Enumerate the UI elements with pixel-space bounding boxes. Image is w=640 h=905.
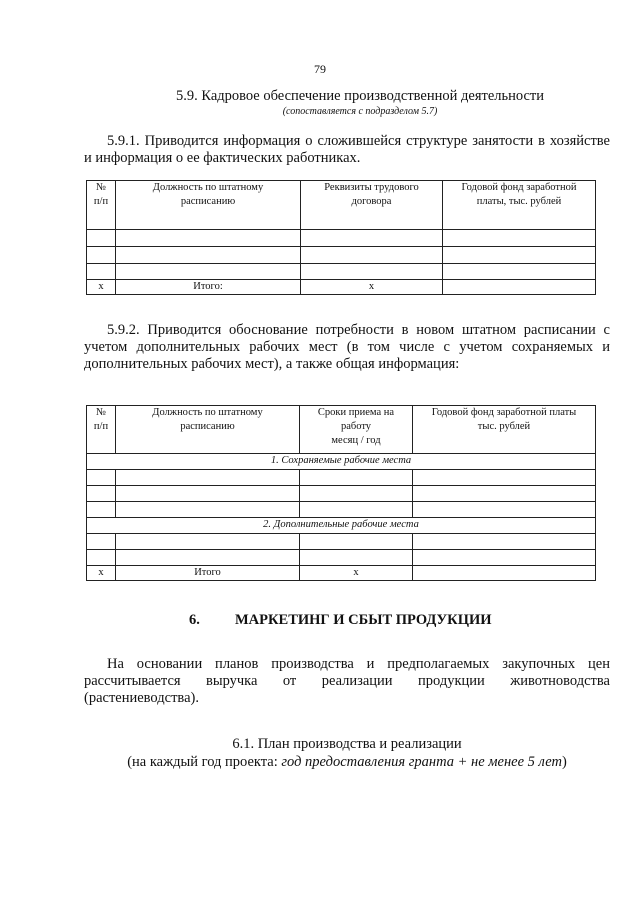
- header-cell: Должность по штатному расписанию: [116, 406, 300, 454]
- total-cell: х: [87, 280, 116, 295]
- header-cell: Годовой фонд заработной платы тыс. рублей: [413, 406, 596, 454]
- total-cell: Итого:: [116, 280, 301, 295]
- group-row: [87, 454, 596, 470]
- total-cell: х: [301, 280, 443, 295]
- table-row: [87, 534, 596, 550]
- table-total-row: [87, 280, 596, 295]
- section-6-1-subtitle: [84, 754, 610, 771]
- table-header-row: [87, 181, 596, 230]
- paragraph-5-9-2: [84, 322, 610, 373]
- paragraph-5-9-1-text: 5.9.1. Приводится информация о сложившейся структуре занятости в хозяйстве и информация о ее фактических работниках.: [84, 133, 610, 166]
- group-row: [87, 518, 596, 534]
- group-label-additional: 2. Дополнительные рабочие места: [87, 518, 596, 534]
- section-6-number: 6.: [189, 612, 200, 628]
- header-cell: № п/п: [87, 181, 116, 230]
- paragraph-5-9-2-text: 5.9.2. Приводится обоснование потребности в новом штатном расписании с учетом дополнительных рабочих мест (в том числе с учетом сохраняемых и дополнительных рабочих мест), а также общая информация:: [84, 322, 610, 372]
- new-staff-table: [86, 405, 596, 581]
- header-cell: Сроки приема на работу месяц / год: [300, 406, 413, 454]
- table-row: [87, 247, 596, 264]
- section-6-1-title: 6.1. План производства и реализации: [232, 736, 462, 752]
- total-cell: Итого: [116, 566, 300, 581]
- table-total-row: [87, 566, 596, 581]
- page-number: 79: [314, 62, 326, 76]
- paragraph-6-text: На основании планов производства и предполагаемых закупочных цен рассчитывается выручка от реализации продукции животноводства (растениеводства).: [84, 656, 610, 706]
- header-cell: № п/п: [87, 406, 116, 454]
- paragraph-6: [84, 656, 610, 707]
- header-cell: Годовой фонд заработной платы, тыс. рублей: [443, 181, 596, 230]
- subtitle-suffix: ): [561, 754, 567, 770]
- table-row: [87, 230, 596, 247]
- staff-table: [86, 180, 596, 295]
- subtitle-italic: год предоставления гранта + не менее 5 лет: [281, 754, 562, 770]
- header-cell: Реквизиты трудового договора: [301, 181, 443, 230]
- section-5-9-title: 5.9. Кадровое обеспечение производственной деятельности: [175, 88, 545, 104]
- table-row: [87, 470, 596, 486]
- total-cell: [443, 280, 596, 295]
- section-6-title: МАРКЕТИНГ И СБЫТ ПРОДУКЦИИ: [235, 612, 492, 628]
- table-row: [87, 486, 596, 502]
- table-row: [87, 264, 596, 280]
- table-header-row: [87, 406, 596, 454]
- table-row: [87, 502, 596, 518]
- paragraph-5-9-1: [84, 133, 610, 167]
- total-cell: [413, 566, 596, 581]
- group-label-retained: 1. Сохраняемые рабочие места: [87, 454, 596, 470]
- total-cell: х: [300, 566, 413, 581]
- subtitle-prefix: (на каждый год проекта:: [127, 754, 282, 770]
- total-cell: х: [87, 566, 116, 581]
- table-row: [87, 550, 596, 566]
- header-cell: Должность по штатному расписанию: [116, 181, 301, 230]
- section-5-9-subtitle: (сопоставляется с подразделом 5.7): [282, 106, 438, 117]
